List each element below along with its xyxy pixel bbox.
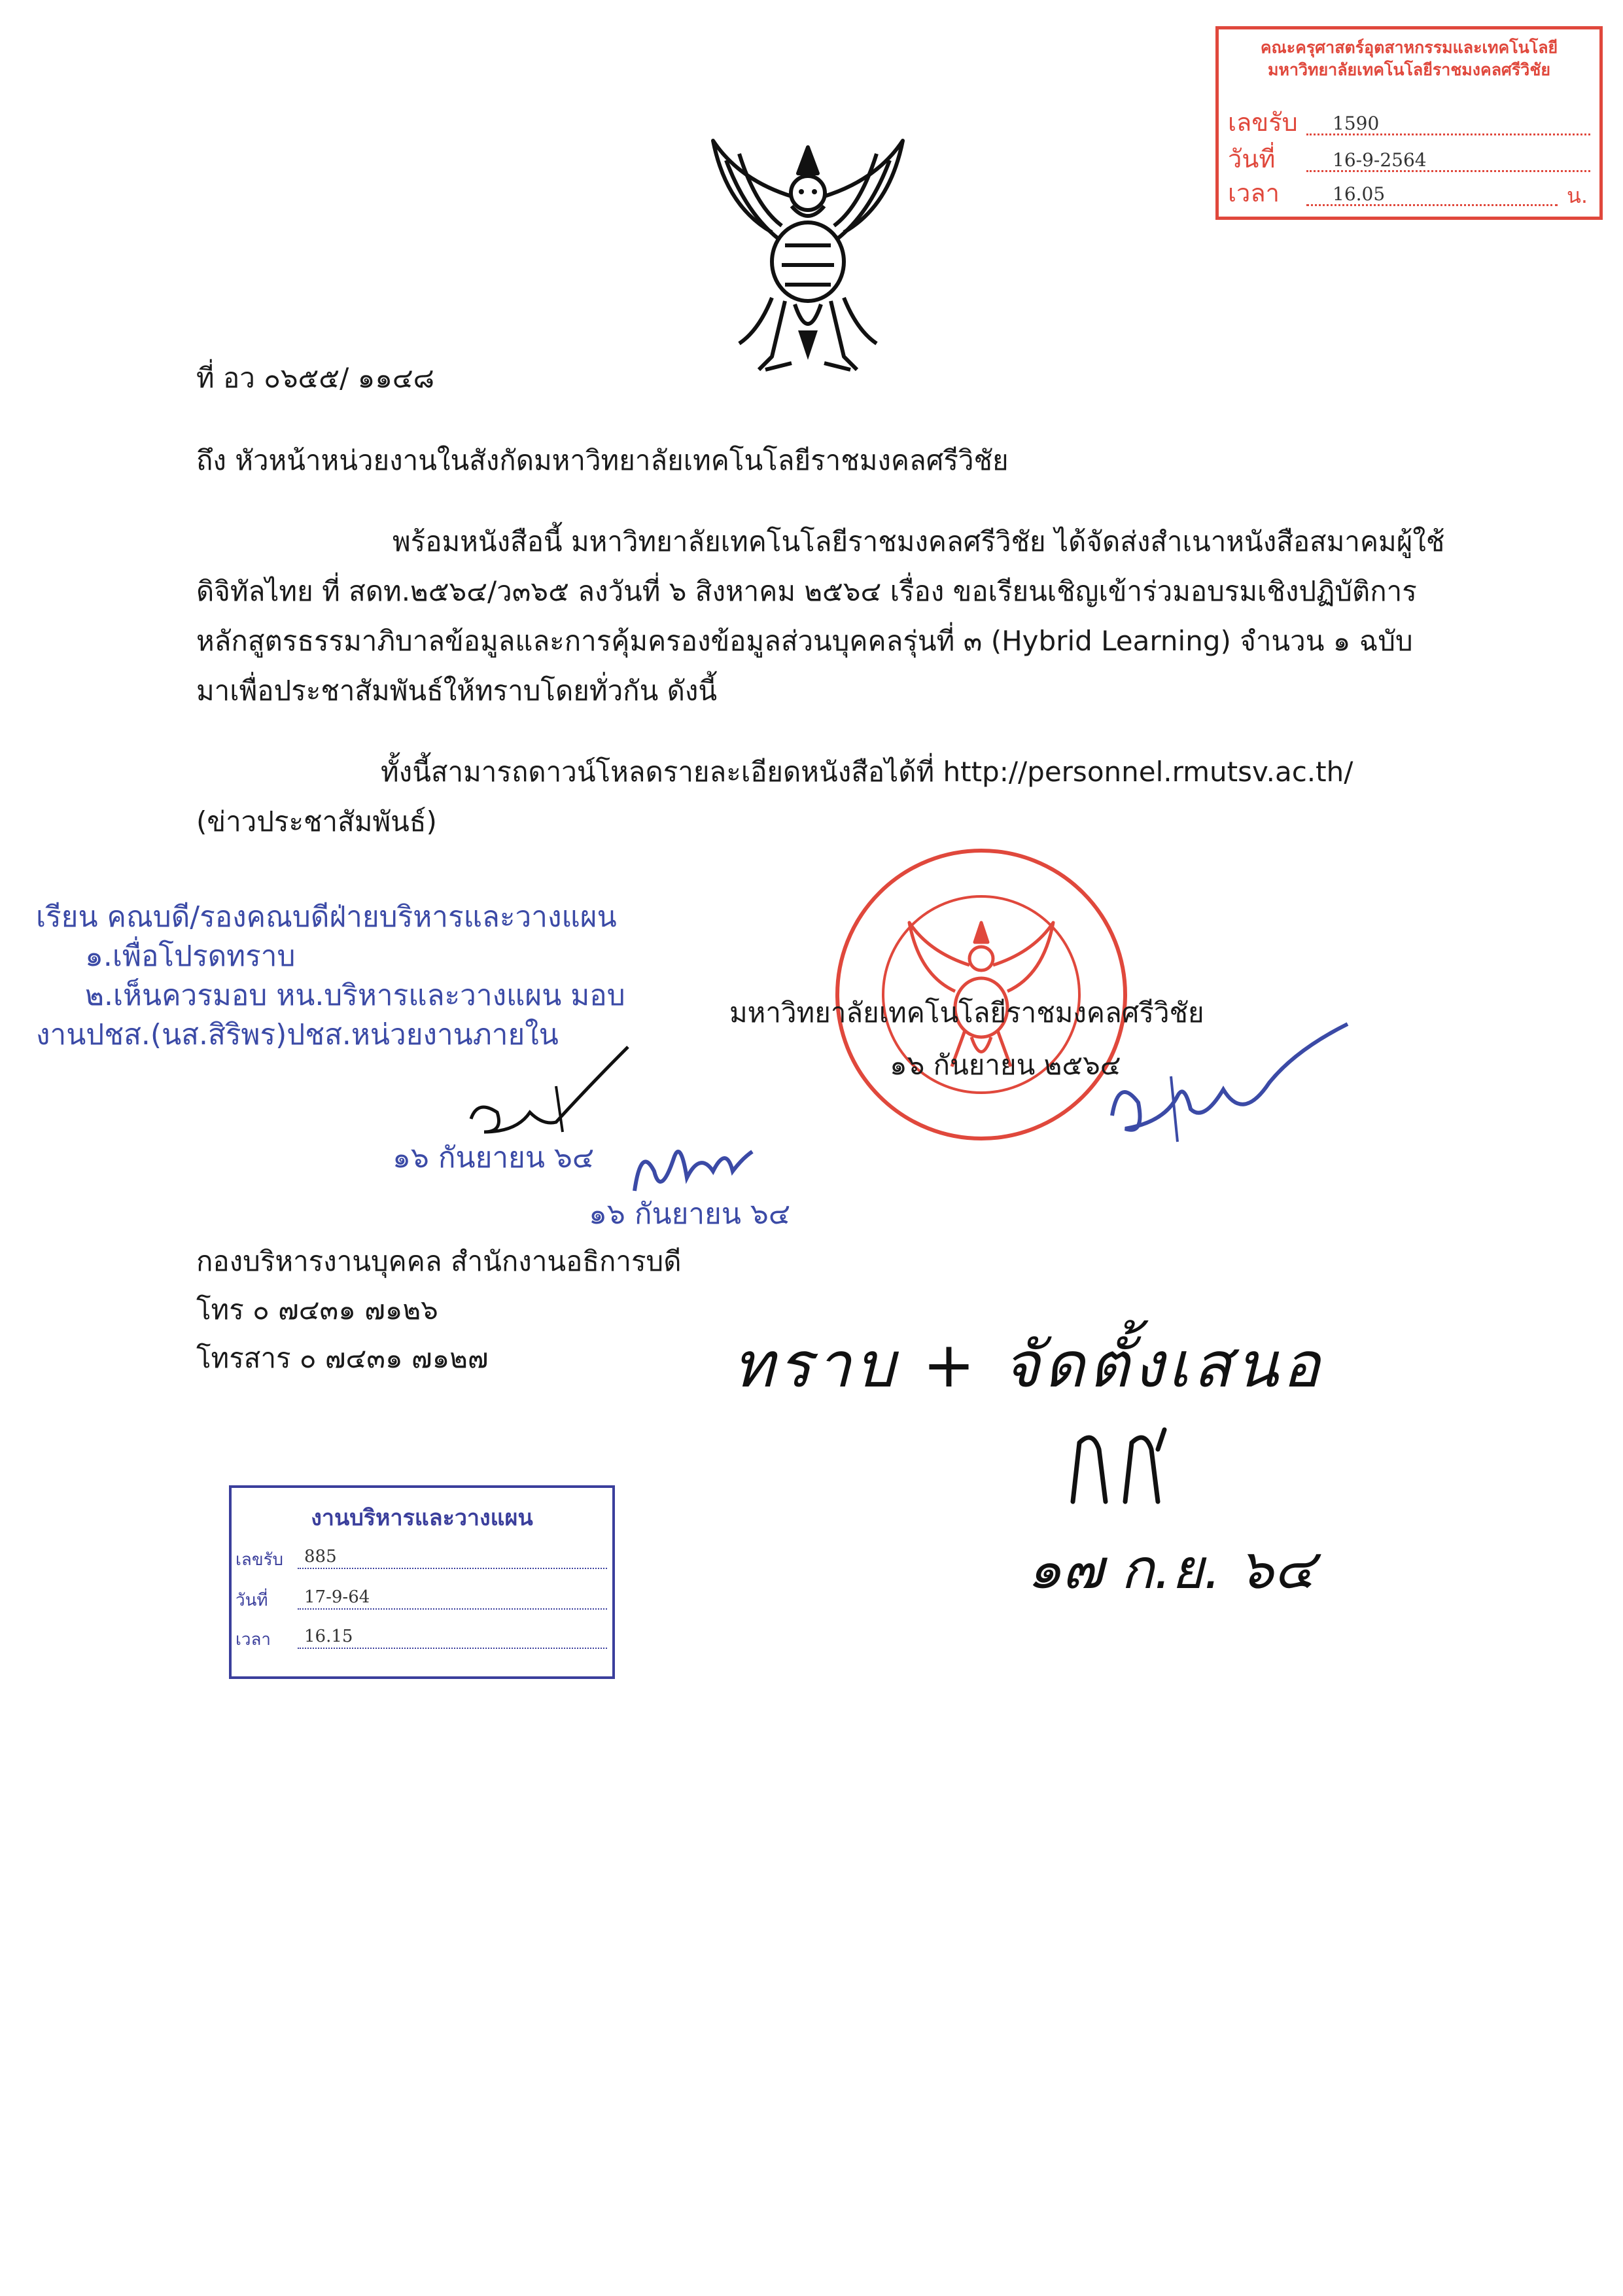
blue-note-date1: ๑๖ กันยายน ๖๔: [393, 1141, 595, 1174]
blue-note-line3: ๒.เห็นควรมอบ หน.บริหารและวางแผน มอบ: [85, 979, 625, 1012]
internal-stamp-time-value: 16.15: [304, 1627, 353, 1646]
letter-reference: ที่ อว ๐๖๕๕/ ๑๑๔๘: [196, 362, 435, 394]
stamp-number-label: เลขรับ: [1228, 108, 1298, 137]
internal-stamp-dotted-line: [298, 1648, 607, 1649]
paragraph1-line2: ดิจิทัลไทย ที่ สดท.๒๕๖๔/ว๓๖๕ ลงวันที่ ๖ สิงหาคม ๒๕๖๔ เรื่อง ขอเรียนเชิญเข้าร่วมอบรมเชิงปฏิบัติการ: [196, 575, 1417, 607]
stamp-number-row: [1228, 107, 1590, 143]
blue-note-line1: เรียน คณบดี/รองคณบดีฝ่ายบริหารและวางแผน: [36, 900, 617, 934]
handwritten-note: ทราบ + จัดตั้งเสนอ: [733, 1328, 1324, 1402]
stamp-time-unit: น.: [1566, 183, 1588, 208]
contact-phone: โทร ๐ ๗๔๓๑ ๗๑๒๖: [196, 1294, 438, 1326]
stamp-number-value: 1590: [1333, 113, 1380, 134]
internal-stamp-dotted-line: [298, 1568, 607, 1569]
receiving-stamp: [1215, 26, 1603, 220]
handwritten-date: ๑๗ ก.ย. ๖๔: [1027, 1537, 1316, 1601]
letter-addressee: ถึง หัวหน้าหน่วยงานในสังกัดมหาวิทยาลัยเทคโนโลยีราชมงคลศรีวิชัย: [196, 444, 1009, 476]
internal-stamp-number-value: 885: [304, 1547, 337, 1566]
official-signature-icon: [1099, 1011, 1361, 1148]
internal-stamp-number-row: [236, 1539, 607, 1573]
blue-note-line2: ๑.เพื่อโปรดทราบ: [85, 940, 296, 973]
stamp-date-label: วันที่: [1228, 145, 1276, 173]
internal-stamp: [229, 1485, 615, 1679]
initials-icon: [628, 1132, 759, 1204]
internal-stamp-date-label: วันที่: [236, 1591, 268, 1610]
signature-icon: [458, 1034, 654, 1152]
handwritten-signature-icon: [1060, 1423, 1204, 1515]
garuda-emblem-icon: [700, 134, 916, 383]
paragraph1-line3: หลักสูตรธรรมาภิบาลข้อมูลและการคุ้มครองข้อมูลส่วนบุคคลรุ่นที่ ๓ (Hybrid Learning) จำนวน ๑ ฉบับ: [196, 625, 1413, 657]
internal-stamp-date-row: [236, 1580, 607, 1614]
paragraph2-line2: (ข่าวประชาสัมพันธ์): [196, 805, 437, 838]
internal-stamp-time-row: [236, 1619, 607, 1653]
stamp-time-label: เวลา: [1228, 179, 1280, 207]
stamp-time-value: 16.05: [1333, 183, 1386, 205]
paragraph1-line4: มาเพื่อประชาสัมพันธ์ให้ทราบโดยทั่วกัน ดังนี้: [196, 675, 718, 707]
signer-organization: มหาวิทยาลัยเทคโนโลยีราชมงคลศรีวิชัย: [729, 997, 1204, 1029]
stamp-header-line1: คณะครุศาสตร์อุตสาหกรรมและเทคโนโลยี: [1260, 38, 1558, 57]
blue-note-line4: งานปชส.(นส.สิริพร)ปชส.หน่วยงานภายใน: [36, 1018, 559, 1051]
blue-note-date2: ๑๖ กันยายน ๖๔: [589, 1197, 791, 1231]
internal-stamp-dotted-line: [298, 1608, 607, 1610]
paragraph2-line1: ทั้งนี้สามารถดาวน์โหลดรายละเอียดหนังสือได้ที่ http://personnel.rmutsv.ac.th/: [381, 756, 1353, 788]
paragraph1-line1: พร้อมหนังสือนี้ มหาวิทยาลัยเทคโนโลยีราชมงคลศรีวิชัย ได้จัดส่งสำเนาหนังสือสมาคมผู้ใช้: [393, 525, 1445, 557]
sign-date: ๑๖ กันยายน ๒๕๖๔: [890, 1049, 1121, 1081]
contact-department: กองบริหารงานบุคคล สำนักงานอธิการบดี: [196, 1245, 682, 1277]
internal-stamp-title: งานบริหารและวางแผน: [311, 1505, 533, 1531]
internal-stamp-date-value: 17-9-64: [304, 1587, 370, 1607]
stamp-date-value: 16-9-2564: [1333, 149, 1427, 171]
internal-stamp-time-label: เวลา: [236, 1630, 271, 1650]
stamp-header-line2: มหาวิทยาลัยเทคโนโลยีราชมงคลศรีวิชัย: [1268, 60, 1550, 79]
stamp-time-row: [1228, 177, 1590, 214]
contact-fax: โทรสาร ๐ ๗๔๓๑ ๗๑๒๗: [196, 1342, 489, 1374]
stamp-date-row: [1228, 143, 1590, 180]
internal-stamp-number-label: เลขรับ: [236, 1550, 284, 1570]
